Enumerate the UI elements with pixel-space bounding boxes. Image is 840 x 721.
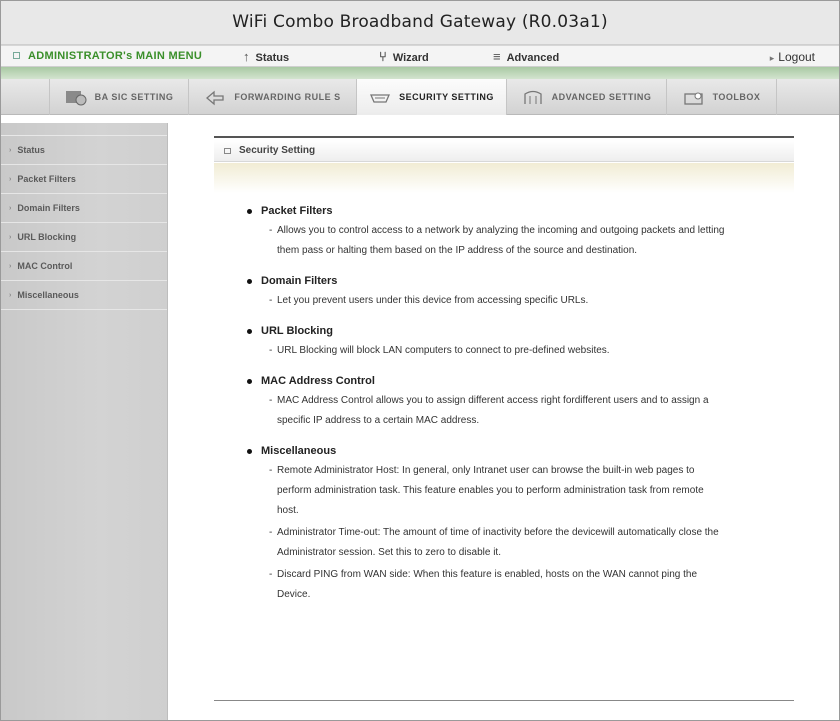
tab-toolbox[interactable] — [667, 79, 777, 115]
sidebar-item-label: Miscellaneous — [17, 290, 79, 300]
logout-link[interactable] — [770, 50, 815, 64]
section-description-text: URL Blocking will block LAN computers to connect to pre-defined websites. — [277, 345, 610, 356]
toolbox-icon — [683, 89, 705, 105]
section-heading-text: Miscellaneous — [261, 445, 337, 457]
section-description — [245, 565, 725, 605]
bullet-icon: › — [9, 146, 12, 154]
sidebar-top-divider — [1, 123, 167, 136]
section-miscellaneous — [245, 443, 725, 605]
tab-advanced-setting[interactable] — [507, 79, 667, 115]
section-heading-text: MAC Address Control — [261, 375, 375, 387]
dash-icon: - — [269, 295, 273, 306]
dash-icon: - — [269, 395, 273, 406]
tab-forwarding-rules-label: FORWARDING RULE S — [234, 92, 341, 102]
bullet-dot-icon — [247, 449, 252, 454]
section-heading-text: URL Blocking — [261, 325, 333, 337]
section-description-text: Administrator Time-out: The amount of time of inactivity before the devicewill automatically close the Administrator session. Set this to zero to disable it. — [277, 527, 719, 558]
bullet-dot-icon — [247, 279, 252, 284]
tab-advanced-setting-label: ADVANCED SETTING — [551, 92, 652, 102]
menu-item-wizard-label: Wizard — [392, 52, 429, 64]
dash-icon: - — [269, 345, 273, 356]
bullet-icon: › — [9, 204, 12, 212]
sidebar-item-url-blocking[interactable] — [1, 223, 167, 252]
section-heading-text: Packet Filters — [261, 205, 333, 217]
section-domain-filters — [245, 273, 725, 311]
section-heading — [245, 443, 725, 459]
page-title: WiFi Combo Broadband Gateway (R0.03a1) — [232, 12, 608, 32]
section-description — [245, 391, 725, 431]
section-description — [245, 291, 725, 311]
section-heading — [245, 203, 725, 219]
dash-icon: - — [269, 465, 273, 476]
sidebar — [1, 123, 168, 721]
bullet-icon: › — [9, 175, 12, 183]
tab-security-setting-label: SECURITY SETTING — [399, 92, 494, 102]
basic-setting-icon — [65, 89, 87, 105]
tab-security-setting[interactable] — [357, 79, 507, 115]
sidebar-item-mac-control[interactable] — [1, 252, 167, 281]
section-description-text: Remote Administrator Host: In general, only Intranet user can browse the built-in web pages to perform administration task. This feature enables you to perform administration task from remote host. — [277, 465, 704, 516]
sidebar-item-label: Domain Filters — [17, 203, 80, 213]
tab-gap — [1, 115, 839, 123]
bullet-icon: › — [9, 233, 12, 241]
section-url-blocking — [245, 323, 725, 361]
menu-item-status[interactable] — [243, 49, 289, 64]
bullet-dot-icon — [247, 379, 252, 384]
sidebar-item-domain-filters[interactable] — [1, 194, 167, 223]
panel-header-gradient — [214, 163, 794, 193]
main-menu-bar — [1, 45, 839, 67]
green-divider — [1, 67, 839, 79]
section-mac-address-control — [245, 373, 725, 431]
dash-icon: - — [269, 225, 273, 236]
forwarding-rules-icon — [204, 89, 226, 105]
admin-main-menu-label: ADMINISTRATOR's MAIN MENU — [28, 50, 203, 62]
section-description-text: MAC Address Control allows you to assign different access right fordifferent users and to assign a specific IP address to a certain MAC address. — [277, 395, 709, 426]
panel-bottom-rule — [214, 700, 794, 701]
main-content — [169, 123, 839, 721]
sidebar-item-label: MAC Control — [17, 261, 73, 271]
tab-forwarding-rules[interactable] — [189, 79, 357, 115]
section-heading — [245, 323, 725, 339]
section-description-text: Allows you to control access to a network by analyzing the incoming and outgoing packets and letting them pass or halting them based on the IP address of the source and destination. — [277, 225, 725, 256]
section-heading — [245, 373, 725, 389]
bullet-dot-icon — [247, 329, 252, 334]
menu-item-advanced[interactable] — [493, 49, 559, 64]
security-sections — [245, 203, 725, 617]
sidebar-item-label: Status — [17, 145, 45, 155]
menu-item-advanced-label: Advanced — [506, 52, 560, 64]
advanced-icon: ≡ — [493, 49, 501, 64]
tab-basic-setting[interactable] — [49, 79, 189, 115]
wizard-icon: ⑂ — [379, 49, 387, 64]
panel-header — [214, 140, 794, 162]
section-packet-filters — [245, 203, 725, 261]
tab-toolbox-label: TOOLBOX — [712, 92, 761, 102]
section-description-text: Let you prevent users under this device from accessing specific URLs. — [277, 295, 589, 306]
bullet-icon: › — [9, 291, 12, 299]
sidebar-item-label: Packet Filters — [17, 174, 76, 184]
security-setting-icon — [369, 89, 391, 105]
section-description — [245, 341, 725, 361]
section-description — [245, 461, 725, 521]
bullet-icon: › — [9, 262, 12, 270]
panel-title: Security Setting — [239, 145, 316, 156]
dash-icon: - — [269, 527, 273, 538]
sidebar-item-status[interactable] — [1, 136, 167, 165]
panel-top-rule — [214, 136, 794, 138]
section-description — [245, 523, 725, 563]
tab-basic-setting-label: BA SIC SETTING — [94, 92, 174, 102]
bullet-dot-icon — [247, 209, 252, 214]
title-bar — [1, 1, 839, 45]
admin-main-menu[interactable] — [13, 50, 202, 62]
dash-icon: - — [269, 569, 273, 580]
settings-tab-bar — [1, 79, 839, 115]
section-description — [245, 221, 725, 261]
sidebar-item-miscellaneous[interactable] — [1, 281, 167, 310]
menu-item-wizard[interactable] — [379, 49, 429, 64]
arrow-right-icon: ▸ — [769, 53, 775, 63]
menu-item-status-label: Status — [255, 52, 290, 64]
section-heading-text: Domain Filters — [261, 275, 338, 287]
sidebar-item-label: URL Blocking — [17, 232, 77, 242]
square-icon — [224, 148, 231, 154]
sidebar-item-packet-filters[interactable] — [1, 165, 167, 194]
logout-label: Logout — [778, 50, 815, 64]
advanced-setting-icon — [522, 89, 544, 105]
status-icon: ↑ — [243, 49, 250, 64]
section-heading — [245, 273, 725, 289]
section-description-text: Discard PING from WAN side: When this feature is enabled, hosts on the WAN cannot ping the Device. — [277, 569, 698, 600]
square-icon — [13, 52, 20, 59]
